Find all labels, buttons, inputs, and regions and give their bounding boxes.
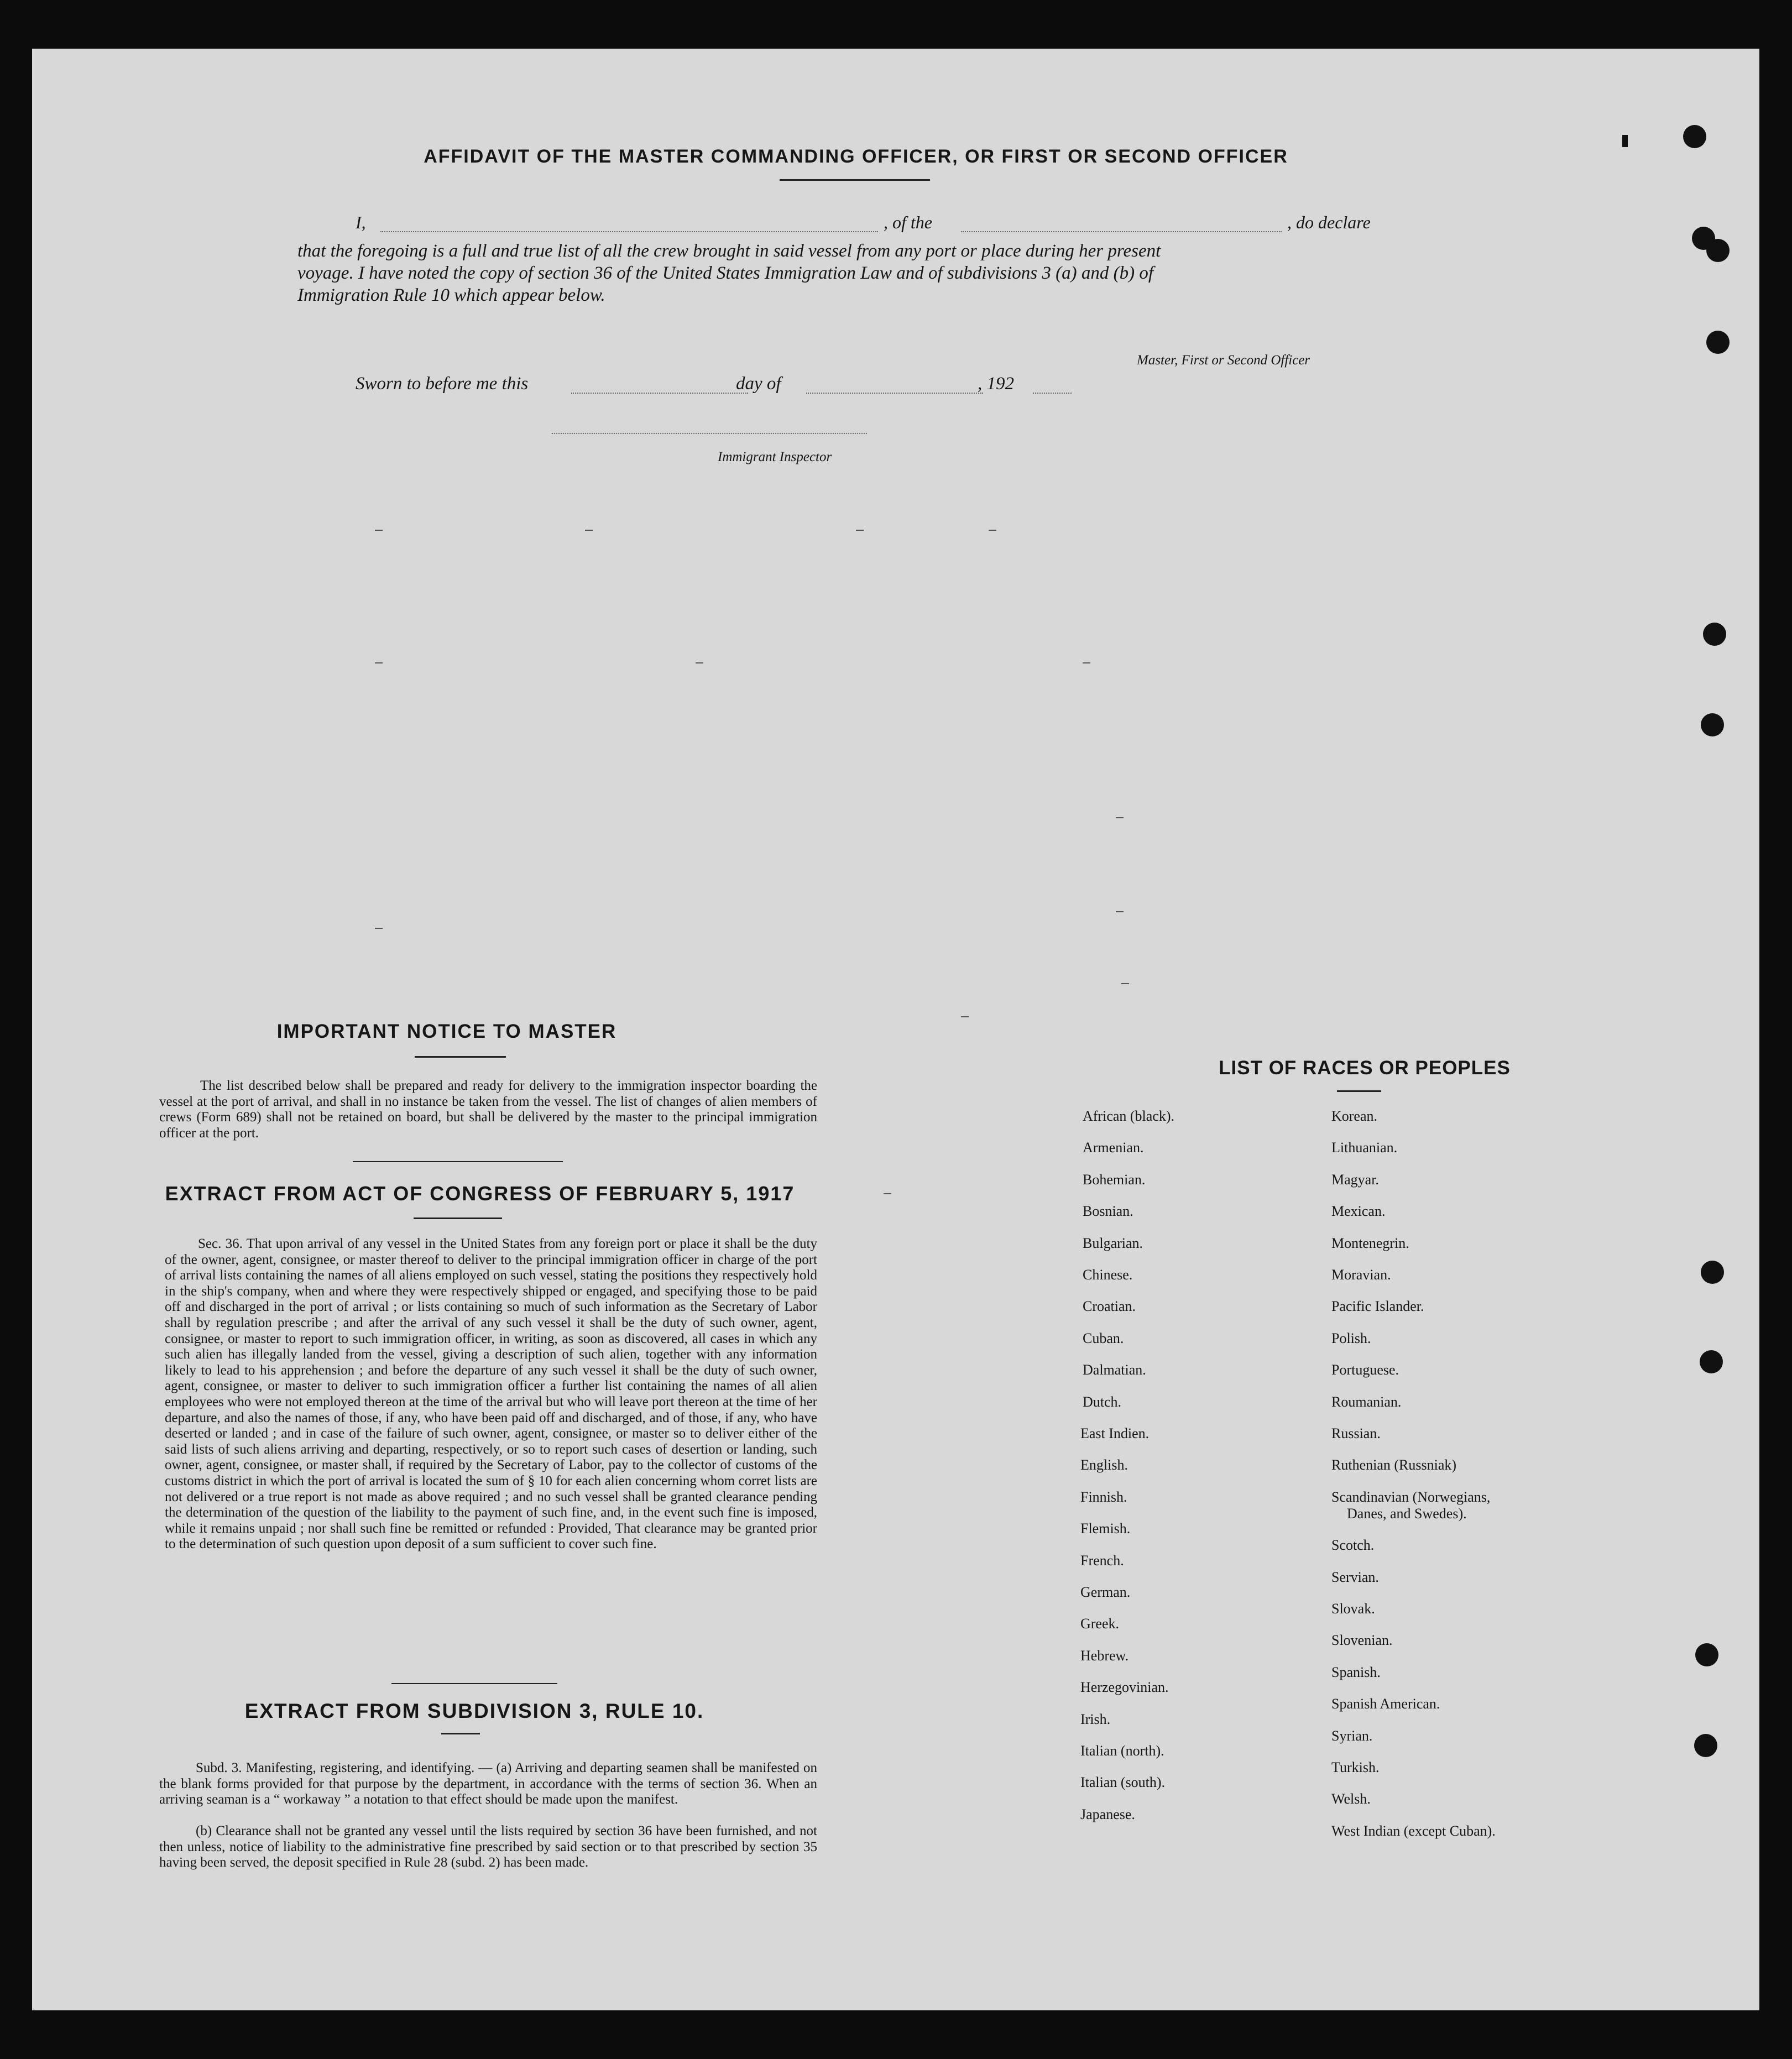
race-item: Slovak. [1331,1601,1375,1617]
race-item: Italian (north). [1080,1743,1164,1759]
races-title: LIST OF RACES OR PEOPLES [1219,1057,1511,1079]
day-of-text: day of [736,374,781,394]
binder-hole [1701,713,1724,736]
binder-hole [1701,1261,1724,1284]
vessel-blank [961,231,1282,232]
name-blank [380,231,878,232]
race-item: Italian (south). [1080,1774,1166,1791]
faint-mark [1121,983,1129,984]
inspector-signature-line [552,433,867,434]
race-item: Cuban. [1083,1330,1124,1346]
act-divider [391,1683,557,1684]
race-item: Roumanian. [1331,1393,1402,1410]
race-item: East Indien. [1080,1425,1150,1441]
faint-mark [585,530,593,531]
year-blank [1033,393,1072,394]
race-item: West Indian (except Cuban). [1331,1822,1496,1839]
rule-para2: (b) Clearance shall not be granted any vessel until the lists required by section 36 have been furnished, and not then unless, notice of liability to the administrative fine prescribed by said section or to that prescribed by section 35 having been served, the deposit specified in Rule 28 (subd. 2) has been made. [159,1823,817,1870]
race-item: Bosnian. [1083,1203,1133,1220]
race-item: Servian. [1331,1569,1379,1585]
act-underline [414,1217,502,1219]
race-item: Hebrew. [1080,1647,1129,1664]
race-item: Korean. [1331,1108,1378,1124]
faint-mark [375,530,383,531]
race-item: Scandinavian (Norwegians, [1331,1488,1491,1505]
race-item: Moravian. [1331,1267,1391,1283]
notice-underline [415,1056,506,1058]
race-item: Chinese. [1083,1267,1133,1283]
notice-title: IMPORTANT NOTICE TO MASTER [276,1021,617,1042]
race-item: Slovenian. [1331,1632,1393,1649]
affidavit-title: AFFIDAVIT OF THE MASTER COMMANDING OFFICER, OR FIRST OR SECOND OFFICER [424,146,1288,167]
race-item: Russian. [1331,1425,1381,1441]
race-item: Croatian. [1083,1298,1136,1315]
race-item: Pacific Islander. [1331,1298,1424,1315]
binder-hole [1703,623,1726,646]
race-item: Mexican. [1331,1203,1386,1220]
notice-divider [353,1161,563,1162]
faint-mark [696,662,703,663]
race-item: Dutch. [1083,1393,1122,1410]
race-item: German. [1080,1584,1131,1600]
race-item: Finnish. [1080,1488,1127,1505]
faint-mark [1083,662,1090,663]
binder-hole [1700,1350,1723,1373]
faint-mark [1116,817,1124,818]
race-item: Polish. [1331,1330,1371,1346]
race-item: Danes, and Swedes). [1347,1505,1467,1522]
faint-mark [375,662,383,663]
affidavit-line3: Immigration Rule 10 which appear below. [297,285,605,305]
race-item: Syrian. [1331,1727,1373,1744]
races-underline [1337,1090,1381,1092]
faint-mark [375,928,383,929]
ink-mark [1622,135,1628,147]
race-item: Spanish. [1331,1664,1381,1680]
act-title: EXTRACT FROM ACT OF CONGRESS OF FEBRUARY 5, 1917 [165,1182,795,1205]
faint-mark [1116,911,1124,912]
race-item: English. [1080,1457,1128,1473]
race-item: Armenian. [1083,1140,1144,1156]
affidavit-line2: voyage. I have noted the copy of section 36 of the United States Immigration Law and of subdivisions 3 (a) and (b) of [297,263,1154,283]
faint-mark [961,1016,969,1017]
faint-mark [856,530,864,531]
race-item: Bohemian. [1083,1171,1146,1188]
month-blank [806,393,983,394]
affidavit-do-declare: , do declare [1287,212,1371,232]
day-blank [571,393,748,394]
race-item: Bulgarian. [1083,1235,1143,1251]
sworn-text: Sworn to before me this [356,374,529,394]
race-item: African (black). [1083,1108,1175,1124]
faint-mark [884,1193,891,1194]
race-item: Japanese. [1080,1806,1135,1822]
document-page [32,49,1759,2010]
affidavit-of-the: , of the [884,212,932,232]
race-item: Portuguese. [1331,1362,1399,1378]
race-item: French. [1080,1552,1124,1569]
race-item: Ruthenian (Russniak) [1331,1457,1457,1473]
act-text: Sec. 36. That upon arrival of any vessel in the United States from any foreign port or place it shall be the duty of the owner, agent, consignee, or master thereof to deliver to the principal immigration officer in charge of the port of arrival lists containing the names of all aliens employed on such vessel, stating the positions they respectively hold in the ship's company, when and where they were respectively shipped or engaged, and specifying those to be paid off and discharged in the port of arrival ; or lists containing so much of such information as the Secretary of Labor shall by regulation prescribe ; and after the arrival of any such vessel it shall be the duty of such owner, agent, consignee, or master to report to such immigration officer, in writing, as soon as discovered, all cases in which any such alien has illegally landed from the vessel, giving a description of such alien, together with any information likely to lead to his apprehension ; and before the departure of any such vessel it shall be the duty of such owner, agent, consignee, or master to deliver to such immigration officer a further list containing the names of all alien employees who were not employed thereon at the time of the arrival but who will leave port thereon at the time of her departure, and also the names of those, if any, who have been paid off and discharged, and of those, if any, who have deserted or landed ; and in case of the failure of such owner, agent, consignee, or master so to deliver either of the said lists of such aliens arriving and departing, respectively, or so to report such cases of desertion or landing, such owner, agent, consignee, or master shall, if required by the Secretary of Labor, pay to the collector of customs of the customs district in which the port of arrival is located the sum of § 10 for each alien concerning whom corret lists are not delivered or a true report is not made as above required ; and no such vessel shall be granted clearance pending the determination of the question of the liability to the payment of such fine, and, in the event such fine is imposed, while it remains unpaid ; nor shall such fine be remitted or refunded : Provided, That clearance may be granted prior to the determination of such question upon deposit of a sum sufficient to cover such fine. [165,1236,817,1552]
faint-mark [989,530,996,531]
race-item: Flemish. [1080,1520,1131,1537]
binder-hole [1695,1643,1718,1666]
year-text: , 192 [978,374,1014,394]
race-item: Turkish. [1331,1759,1380,1775]
title-underline [780,179,930,181]
rule-title: EXTRACT FROM SUBDIVISION 3, RULE 10. [244,1700,704,1722]
affidavit-i: I, [356,212,366,232]
rule-underline [441,1733,480,1734]
signature-caption: Master, First or Second Officer [1137,353,1310,368]
race-item: Montenegrin. [1331,1235,1409,1251]
rule-para1: Subd. 3. Manifesting, registering, and identifying. — (a) Arriving and departing seamen shall be manifested on the blank forms provided for that purpose by the department, in accordance with the terms of section 36. When an arriving seaman is a “ workaway ” a notation to that effect should be made upon the manifest. [159,1760,817,1807]
inspector-caption: Immigrant Inspector [718,450,832,464]
binder-hole [1706,239,1730,262]
race-item: Magyar. [1331,1171,1379,1188]
binder-hole [1683,125,1706,148]
race-item: Welsh. [1331,1791,1371,1807]
binder-hole [1694,1734,1717,1757]
race-item: Lithuanian. [1331,1140,1398,1156]
race-item: Spanish American. [1331,1696,1440,1712]
race-item: Irish. [1080,1711,1111,1727]
race-item: Greek. [1080,1616,1120,1632]
binder-hole [1706,331,1730,354]
race-item: Scotch. [1331,1537,1375,1554]
race-item: Dalmatian. [1083,1362,1146,1378]
notice-text: The list described below shall be prepared and ready for delivery to the immigration inspector boarding the vessel at the port of arrival, and shall in no instance be taken from the vessel. The list of changes of alien members of crews (Form 689) shall not be retained on board, but shall be delivered by the master to the principal immigration officer at the port. [159,1078,817,1141]
race-item: Herzegovinian. [1080,1679,1169,1696]
affidavit-line1: that the foregoing is a full and true list of all the crew brought in said vessel from any port or place during her present [297,241,1161,261]
